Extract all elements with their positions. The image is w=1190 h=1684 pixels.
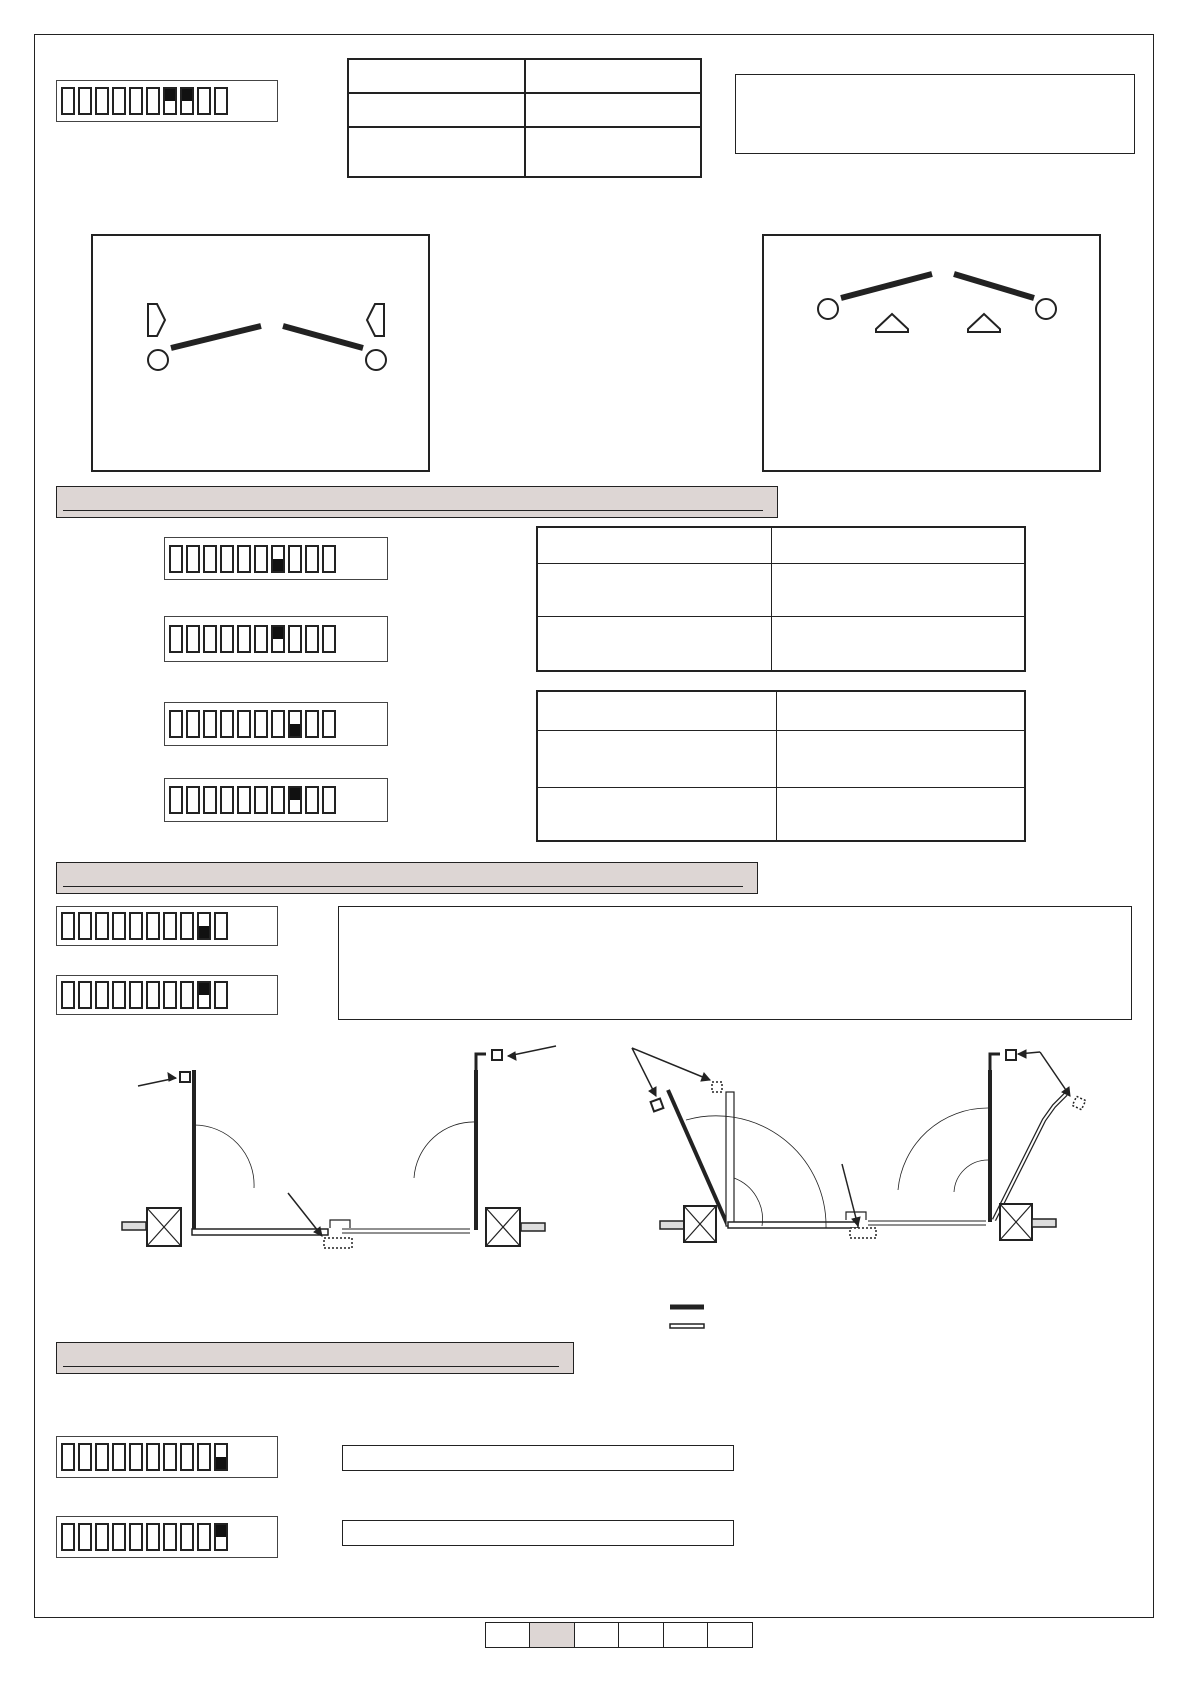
- dip-switch: [288, 786, 302, 814]
- option-box: [342, 1520, 734, 1546]
- dip-switch: [146, 1523, 160, 1551]
- dip-switch: [220, 786, 234, 814]
- dip-switch: [146, 981, 160, 1009]
- arrow-icon: [632, 1048, 710, 1080]
- dip-switch: [203, 625, 217, 653]
- dip-switch: [78, 1523, 92, 1551]
- dip-switch: [186, 625, 200, 653]
- dip-switch-block: [164, 616, 388, 662]
- table-cell: [537, 616, 771, 671]
- table-cell: [537, 787, 776, 841]
- dip-switch: [237, 710, 251, 738]
- dip-switch: [220, 545, 234, 573]
- dip-switch: [203, 545, 217, 573]
- dip-switch: [163, 912, 177, 940]
- installation-plan-diagram: [0, 1030, 1190, 1350]
- dip-switch: [146, 87, 160, 115]
- photocell-icon: [850, 1228, 876, 1238]
- dip-switch: [197, 981, 211, 1009]
- dip-switch: [61, 1443, 75, 1471]
- table-cell: [348, 127, 525, 177]
- table-cell: [525, 59, 702, 93]
- dip-switch: [197, 1443, 211, 1471]
- dip-switch: [163, 1523, 177, 1551]
- dip-switch: [254, 625, 268, 653]
- dip-switch: [186, 710, 200, 738]
- section-band-2: [56, 862, 758, 894]
- dip-switch: [169, 545, 183, 573]
- dip-switch-block: [164, 537, 388, 580]
- photocell-icon: [876, 314, 908, 332]
- dip-switch: [61, 912, 75, 940]
- photocell-icon: [1072, 1096, 1085, 1109]
- dip-switch: [112, 1523, 126, 1551]
- dip-switch: [146, 912, 160, 940]
- description-box: [338, 906, 1132, 1020]
- dip-switch: [271, 786, 285, 814]
- dip-switch: [237, 545, 251, 573]
- dip-switch: [163, 87, 177, 115]
- dip-switch: [95, 981, 109, 1009]
- dip-switch: [186, 545, 200, 573]
- dip-switch: [112, 1443, 126, 1471]
- dip-switch: [163, 981, 177, 1009]
- dip-switch: [78, 912, 92, 940]
- photocell-icon: [651, 1099, 664, 1112]
- photocell-icon: [324, 1238, 352, 1248]
- motor-icon: [521, 1223, 545, 1231]
- table-cell: [776, 730, 1025, 787]
- photocell-icon: [180, 1072, 190, 1082]
- page-tab[interactable]: [618, 1622, 664, 1648]
- dip-switch: [254, 545, 268, 573]
- dip-switch: [322, 710, 336, 738]
- section-band-1: [56, 486, 778, 518]
- dip-switch: [305, 710, 319, 738]
- dip-switch: [78, 981, 92, 1009]
- plan-right: [632, 1048, 1086, 1242]
- hinge-pivot-icon: [366, 350, 386, 370]
- dip-switch-block: [56, 80, 278, 122]
- photocell-icon: [492, 1050, 502, 1060]
- dip-switch: [203, 786, 217, 814]
- dip-switch: [129, 981, 143, 1009]
- table-cell: [348, 93, 525, 127]
- page-tab[interactable]: [529, 1622, 575, 1648]
- gate-diagram-left: [93, 236, 432, 474]
- dip-switch-block: [56, 1516, 278, 1558]
- dip-switch: [180, 912, 194, 940]
- dip-switch: [186, 786, 200, 814]
- dip-switch: [288, 710, 302, 738]
- dip-switch: [169, 710, 183, 738]
- dip-switch: [61, 981, 75, 1009]
- dip-switch: [180, 1443, 194, 1471]
- dip-switch: [254, 786, 268, 814]
- page-tab[interactable]: [663, 1622, 709, 1648]
- dip-switch: [112, 912, 126, 940]
- dip-switch: [322, 545, 336, 573]
- arrow-icon: [842, 1164, 858, 1226]
- dip-switch: [214, 1523, 228, 1551]
- dip-switch-block: [56, 906, 278, 946]
- dip-switch: [305, 786, 319, 814]
- diagram-box-left: [91, 234, 430, 472]
- dip-switch: [95, 912, 109, 940]
- table-cell: [537, 527, 771, 563]
- table-cell: [348, 59, 525, 93]
- dip-switch: [169, 625, 183, 653]
- gate-leaf-icon: [841, 274, 932, 298]
- gate-leaf-icon: [171, 326, 261, 348]
- photocell-icon: [148, 304, 165, 336]
- table-cell: [537, 691, 776, 730]
- dip-switch: [288, 545, 302, 573]
- page-tab[interactable]: [707, 1622, 753, 1648]
- dip-switch: [214, 981, 228, 1009]
- settings-table-1: [536, 526, 1026, 672]
- dip-switch: [61, 1523, 75, 1551]
- dip-switch: [112, 981, 126, 1009]
- photocell-icon: [1006, 1050, 1016, 1060]
- diagram-box-right: [762, 234, 1101, 472]
- dip-switch: [163, 1443, 177, 1471]
- table-cell: [776, 691, 1025, 730]
- dip-switch-block: [56, 1436, 278, 1478]
- note-box: [735, 74, 1135, 154]
- table-cell: [771, 563, 1025, 616]
- hinge-pivot-icon: [818, 299, 838, 319]
- dip-switch: [271, 710, 285, 738]
- dip-switch: [305, 625, 319, 653]
- photocell-icon: [712, 1082, 722, 1092]
- dip-switch: [95, 1523, 109, 1551]
- dip-switch: [271, 545, 285, 573]
- table-cell: [776, 787, 1025, 841]
- dip-switch: [129, 1443, 143, 1471]
- motor-icon: [1032, 1219, 1056, 1227]
- dip-switch: [95, 1443, 109, 1471]
- hinge-pivot-icon: [1036, 299, 1056, 319]
- dip-switch: [78, 87, 92, 115]
- motor-icon: [660, 1221, 684, 1229]
- dip-switch: [237, 786, 251, 814]
- dip-switch-block: [164, 702, 388, 746]
- dip-switch: [214, 1443, 228, 1471]
- page-navigator: [486, 1622, 753, 1648]
- table-cell: [537, 563, 771, 616]
- dip-switch: [197, 87, 211, 115]
- legend-open-leaf: [670, 1324, 704, 1328]
- dip-switch: [203, 710, 217, 738]
- dip-switch: [129, 87, 143, 115]
- dip-switch-block: [56, 975, 278, 1015]
- dip-switch: [61, 87, 75, 115]
- page-tab[interactable]: [574, 1622, 620, 1648]
- table-cell: [537, 730, 776, 787]
- dip-switch: [169, 786, 183, 814]
- dip-switch: [95, 87, 109, 115]
- dip-switch: [305, 545, 319, 573]
- dip-switch: [180, 1523, 194, 1551]
- dip-switch: [112, 87, 126, 115]
- table-cell: [525, 127, 702, 177]
- hinge-pivot-icon: [148, 350, 168, 370]
- dip-switch: [254, 710, 268, 738]
- dip-switch: [197, 912, 211, 940]
- dip-switch: [220, 710, 234, 738]
- table-cell: [771, 616, 1025, 671]
- dip-switch: [288, 625, 302, 653]
- dip-switch-block: [164, 778, 388, 822]
- table-cell: [771, 527, 1025, 563]
- dip-switch: [237, 625, 251, 653]
- section-band-3: [56, 1342, 574, 1374]
- top-table: [347, 58, 702, 178]
- gate-leaf-icon: [283, 326, 363, 348]
- dip-switch: [78, 1443, 92, 1471]
- dip-switch: [146, 1443, 160, 1471]
- dip-switch: [214, 87, 228, 115]
- legend: [670, 1307, 704, 1328]
- dip-switch: [129, 912, 143, 940]
- gate-leaf-icon: [954, 274, 1034, 298]
- plan-left: [122, 1046, 556, 1248]
- dip-switch: [214, 912, 228, 940]
- dip-switch: [197, 1523, 211, 1551]
- dip-switch: [180, 87, 194, 115]
- gate-diagram-right: [764, 236, 1103, 474]
- dip-switch: [322, 786, 336, 814]
- dip-switch: [271, 625, 285, 653]
- photocell-icon: [968, 314, 1000, 332]
- dip-switch: [322, 625, 336, 653]
- motor-icon: [122, 1222, 146, 1230]
- dip-switch: [220, 625, 234, 653]
- page-tab[interactable]: [485, 1622, 531, 1648]
- photocell-icon: [367, 304, 384, 336]
- option-box: [342, 1445, 734, 1471]
- table-cell: [525, 93, 702, 127]
- settings-table-2: [536, 690, 1026, 842]
- dip-switch: [129, 1523, 143, 1551]
- dip-switch: [180, 981, 194, 1009]
